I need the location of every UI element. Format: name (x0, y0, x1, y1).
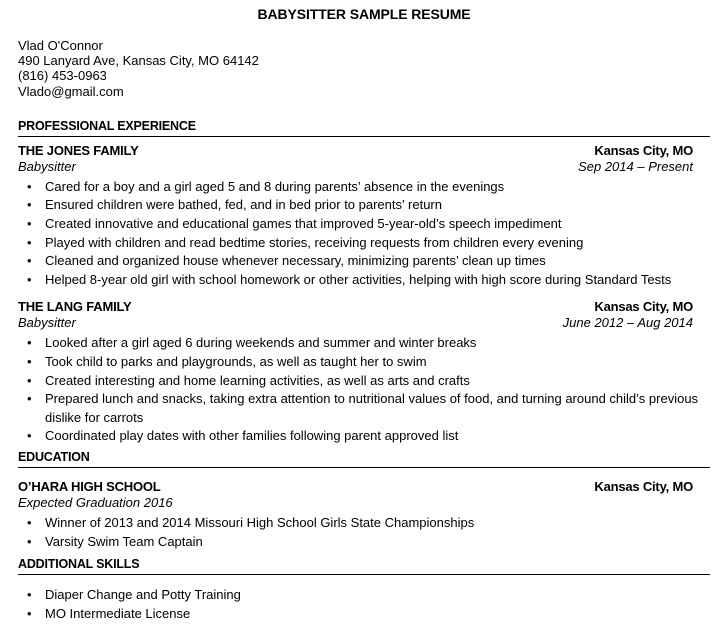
bullet-item: • Looked after a girl aged 6 during weekends and summer and winter breaks (18, 334, 710, 353)
contact-phone: (816) 453-0963 (18, 68, 107, 84)
education-bullet-list (18, 514, 710, 551)
education-entry (18, 479, 710, 551)
resume-title: BABYSITTER SAMPLE RESUME (257, 6, 471, 22)
contact-name: Vlad O'Connor (18, 38, 103, 53)
job-role: Babysitter (18, 158, 76, 174)
additional-skills-heading: ADDITIONAL SKILLS (18, 558, 710, 575)
section-additional-skills (18, 558, 710, 623)
bullet-item: • Cleaned and organized house whenever necessary, minimizing parents’ clean up times (18, 252, 710, 271)
job-dates: Sep 2014 – Present (578, 158, 693, 174)
contact-email: Vlado@gmail.com (18, 83, 124, 99)
school-location: Kansas City, MO (594, 478, 693, 494)
employer-name: THE JONES FAMILY (18, 142, 139, 158)
bullet-item: • Winner of 2013 and 2014 Missouri High School Girls State Championships (18, 514, 710, 533)
bullet-item: • Created interesting and home learning activities, as well as arts and crafts (18, 372, 710, 391)
education-heading: EDUCATION (18, 451, 710, 468)
job-location: Kansas City, MO (594, 299, 693, 315)
section-professional-experience (18, 120, 710, 446)
bullet-item: • Coordinated play dates with other families following parent approved list (18, 427, 710, 446)
bullet-item: • Prepared lunch and snacks, taking extra attention to nutritional values of food, and turning around child’s previous dislike for carrots (18, 390, 710, 427)
job-header-row (18, 143, 710, 159)
job-role: Babysitter (18, 315, 76, 331)
employer-name: THE LANG FAMILY (18, 299, 132, 315)
job-lang-family (18, 299, 710, 446)
contact-address: 490 Lanyard Ave, Kansas City, MO 64142 (18, 53, 259, 69)
job-dates: June 2012 – Aug 2014 (562, 315, 693, 331)
skills-bullet-list (18, 586, 710, 623)
bullet-item: • Helped 8-year old girl with school homework or other activities, helping with high score during Standard Tests (18, 271, 710, 290)
contact-block (18, 38, 710, 99)
bullet-item: • Diaper Change and Potty Training (18, 586, 710, 605)
bullet-item: • Took child to parks and playgrounds, as well as taught her to swim (18, 353, 710, 372)
professional-experience-heading: PROFESSIONAL EXPERIENCE (18, 120, 710, 137)
job-jones-family (18, 143, 710, 290)
school-name: O’HARA HIGH SCHOOL (18, 478, 161, 494)
job-location: Kansas City, MO (594, 142, 693, 158)
school-subheader-row (18, 495, 710, 511)
bullet-item: • Created innovative and educational games that improved 5-year-old’s speech impediment (18, 215, 710, 234)
job-subheader-row (18, 315, 710, 331)
job-bullet-list (18, 334, 710, 446)
job-bullet-list (18, 178, 710, 290)
bullet-item: • Played with children and read bedtime stories, receiving requests from children every evening (18, 234, 710, 253)
job-header-row (18, 299, 710, 315)
bullet-item: • Ensured children were bathed, fed, and in bed prior to parents’ return (18, 196, 710, 215)
graduation-note: Expected Graduation 2016 (18, 494, 173, 510)
bullet-item: • Varsity Swim Team Captain (18, 533, 710, 552)
bullet-item: • MO Intermediate License (18, 605, 710, 624)
school-header-row (18, 479, 710, 495)
bullet-item: • Cared for a boy and a girl aged 5 and 8 during parents’ absence in the evenings (18, 178, 710, 197)
job-subheader-row (18, 159, 710, 175)
section-education (18, 451, 710, 551)
